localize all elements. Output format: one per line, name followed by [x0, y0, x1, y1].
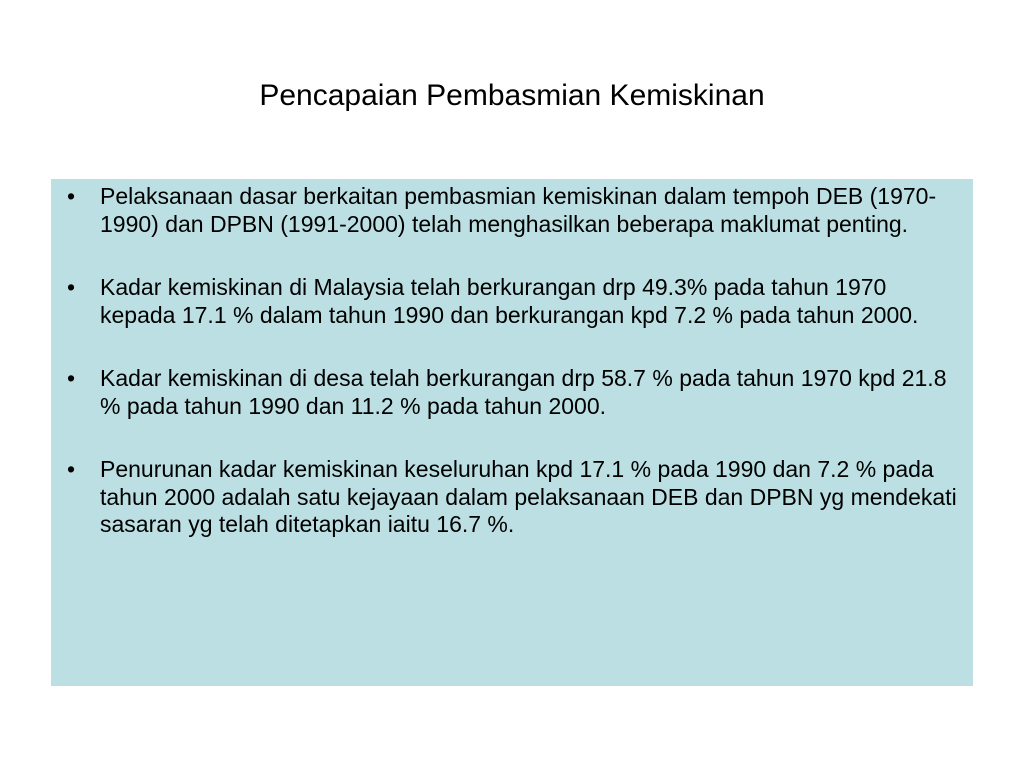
bullet-item-3 — [51, 365, 973, 420]
bullet-marker: • — [66, 365, 76, 391]
bullet-text: Kadar kemiskinan di Malaysia telah berkurangan drp 49.3% pada tahun 1970 kepada 17.1 % dalam tahun 1990 dan berkurangan kpd 7.2 % pada tahun 2000. — [100, 274, 919, 328]
bullet-text: Kadar kemiskinan di desa telah berkurangan drp 58.7 % pada tahun 1970 kpd 21.8 % pada tahun 1990 dan 11.2 % pada tahun 2000. — [100, 365, 947, 419]
bullet-item-2 — [51, 274, 973, 329]
bullet-marker: • — [66, 274, 76, 300]
bullet-item-4 — [51, 456, 973, 539]
bullet-text: Penurunan kadar kemiskinan keseluruhan kpd 17.1 % pada 1990 dan 7.2 % pada tahun 2000 adalah satu kejayaan dalam pelaksanaan DEB dan DPBN yg mendekati sasaran yg telah ditetapkan iaitu 16.7 %. — [100, 456, 957, 537]
bullet-marker: • — [66, 183, 76, 209]
bullet-text: Pelaksanaan dasar berkaitan pembasmian kemiskinan dalam tempoh DEB (1970-1990) dan DPBN (1991-2000) telah menghasilkan beberapa maklumat penting. — [100, 183, 937, 237]
slide-title: Pencapaian Pembasmian Kemiskinan — [259, 79, 765, 112]
bullet-marker: • — [66, 456, 76, 482]
bullet-list — [51, 183, 973, 575]
content-box — [51, 179, 973, 686]
bullet-item-1 — [51, 183, 973, 238]
